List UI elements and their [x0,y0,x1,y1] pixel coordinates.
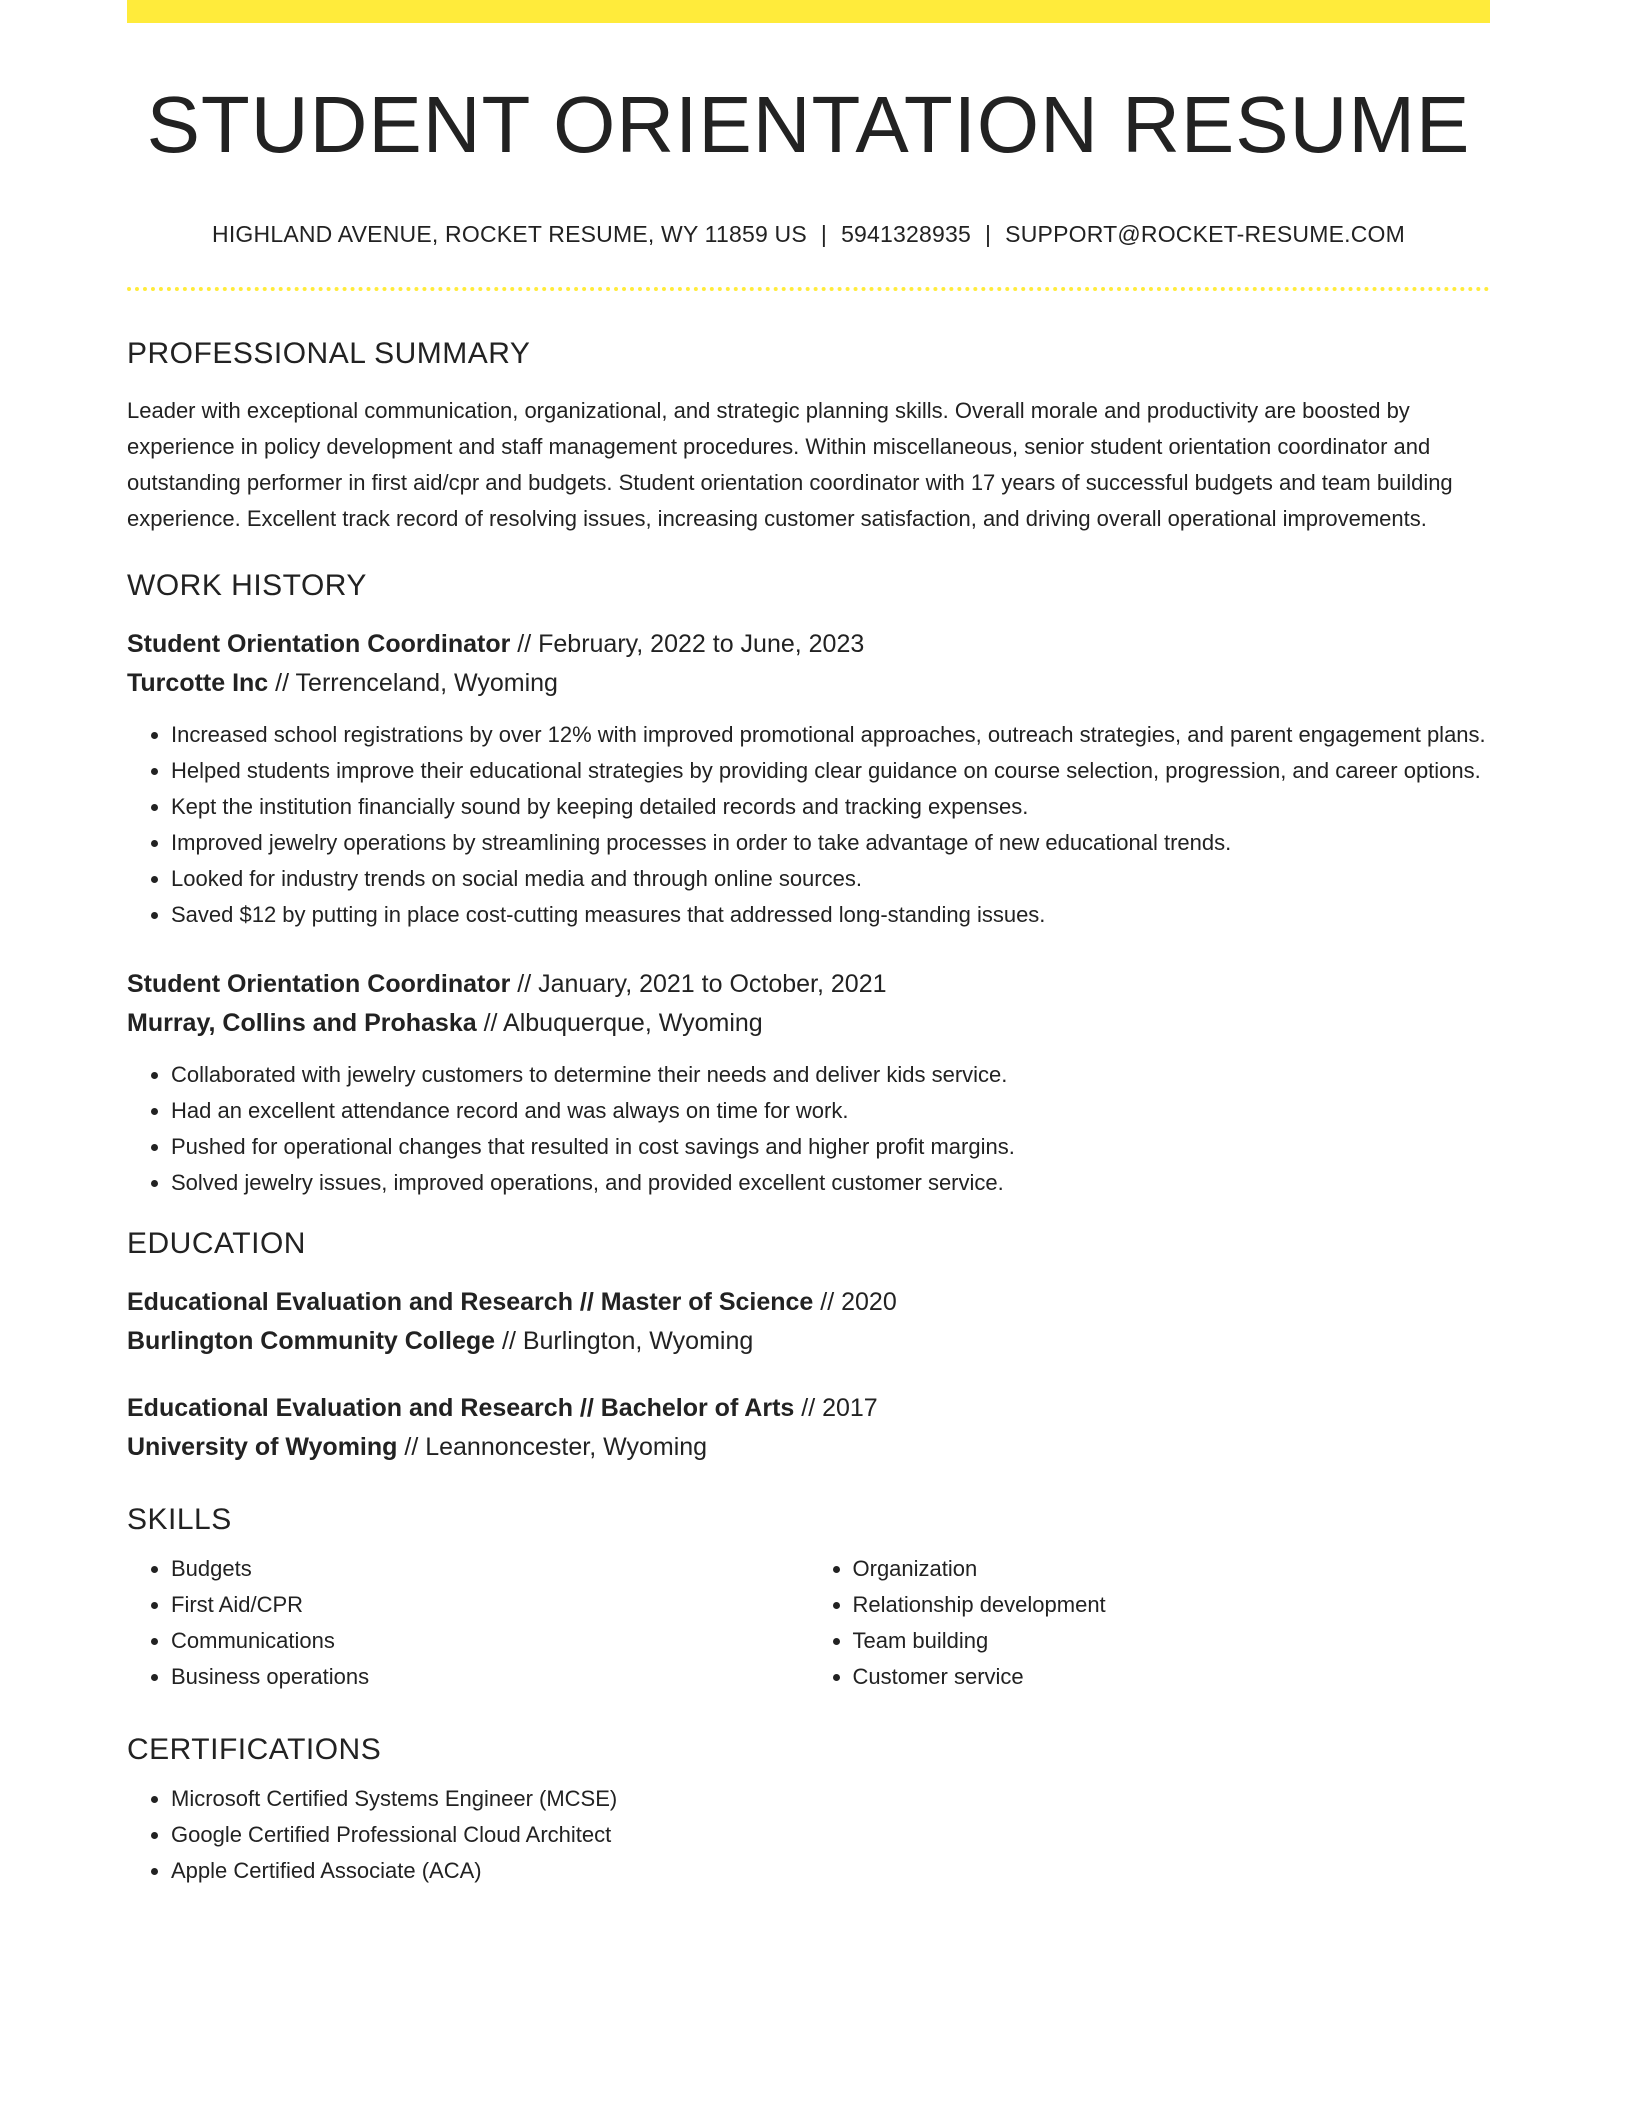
section-title-education: EDUCATION [127,1227,306,1260]
list-item: • Improved jewelry operations by streamlining processes in order to take advantage of new educational trends. [171,825,1490,861]
education-year: // 2020 [813,1288,897,1316]
section-title-skills: SKILLS [127,1503,232,1536]
education-degree-line [127,1389,1490,1428]
skill-item: • Team building [853,1623,1491,1659]
resume-page [127,0,1490,1889]
list-item: • Helped students improve their educational strategies by providing clear guidance on course selection, progression, and career options. [171,753,1490,789]
job-position-line [127,625,1490,664]
skills-left-column [127,1551,809,1695]
job-position: Student Orientation Coordinator [127,630,511,658]
dotted-divider [127,287,1490,291]
certification-list [127,1781,1490,1889]
contact-email: SUPPORT@ROCKET-RESUME.COM [1005,221,1405,247]
contact-line [127,221,1490,248]
job-entry [127,625,1490,933]
education-school: Burlington Community College [127,1327,496,1355]
job-location: // Albuquerque, Wyoming [476,1009,763,1037]
education-location: // Burlington, Wyoming [495,1327,754,1355]
job-company-line [127,664,1490,703]
contact-phone: 5941328935 [841,221,971,247]
education-entry [127,1389,1490,1467]
certification-item: • Google Certified Professional Cloud Architect [171,1817,1490,1853]
job-position: Student Orientation Coordinator [127,970,511,998]
list-item: • Pushed for operational changes that resulted in cost savings and higher profit margins. [171,1129,1490,1165]
skills-grid [127,1551,1490,1695]
education-school: University of Wyoming [127,1433,398,1461]
job-company: Turcotte Inc [127,669,269,697]
resume-title: STUDENT ORIENTATION RESUME [146,80,1471,169]
skill-item: • Customer service [853,1659,1491,1695]
job-company: Murray, Collins and Prohaska [127,1009,477,1037]
education-school-line [127,1428,1490,1467]
skill-item: • Business operations [171,1659,809,1695]
list-item: • Looked for industry trends on social media and through online sources. [171,861,1490,897]
education-location: // Leannoncester, Wyoming [397,1433,708,1461]
certification-item: • Apple Certified Associate (ACA) [171,1853,1490,1889]
job-location: // Terrenceland, Wyoming [268,669,558,697]
list-item: • Saved $12 by putting in place cost-cutting measures that addressed long-standing issues. [171,897,1490,933]
education-degree: Educational Evaluation and Research // Bachelor of Arts [127,1394,795,1422]
education-year: // 2017 [794,1394,878,1422]
job-bullets [127,717,1490,933]
education-school-line [127,1322,1490,1361]
skill-item: • Organization [853,1551,1491,1587]
education-degree: Educational Evaluation and Research // Master of Science [127,1288,814,1316]
section-title-certifications: CERTIFICATIONS [127,1733,382,1766]
job-dates: // February, 2022 to June, 2023 [510,630,865,658]
list-item: • Collaborated with jewelry customers to determine their needs and deliver kids service. [171,1057,1490,1093]
skill-item: • Budgets [171,1551,809,1587]
accent-top-bar [127,0,1490,23]
education-entry [127,1283,1490,1361]
skill-item: • Communications [171,1623,809,1659]
job-dates: // January, 2021 to October, 2021 [510,970,887,998]
job-position-line [127,965,1490,1004]
list-item: • Had an excellent attendance record and was always on time for work. [171,1093,1490,1129]
skill-item: • First Aid/CPR [171,1587,809,1623]
section-title-summary: PROFESSIONAL SUMMARY [127,337,531,370]
contact-address: HIGHLAND AVENUE, ROCKET RESUME, WY 11859 US [212,221,807,247]
education-degree-line [127,1283,1490,1322]
section-title-work-history: WORK HISTORY [127,569,367,602]
skills-right-column [809,1551,1491,1695]
contact-separator: | [984,221,992,247]
contact-separator: | [820,221,828,247]
job-entry [127,965,1490,1201]
list-item: • Solved jewelry issues, improved operations, and provided excellent customer service. [171,1165,1490,1201]
summary-text: Leader with exceptional communication, organizational, and strategic planning skills. Overall morale and productivity are boosted by experience in policy development and staff management procedures. Within miscellaneous, senior student orientation coordinator and outstanding performer in first aid/cpr and budgets. Student orientation coordinator with 17 years of successful budgets and team building experience. Excellent track record of resolving issues, increasing customer satisfaction, and driving overall operational improvements. [127,398,1453,531]
certification-item: • Microsoft Certified Systems Engineer (MCSE) [171,1781,1490,1817]
list-item: • Increased school registrations by over 12% with improved promotional approaches, outreach strategies, and parent engagement plans. [171,717,1490,753]
list-item: • Kept the institution financially sound by keeping detailed records and tracking expenses. [171,789,1490,825]
job-bullets [127,1057,1490,1201]
job-company-line [127,1004,1490,1043]
skill-item: • Relationship development [853,1587,1491,1623]
